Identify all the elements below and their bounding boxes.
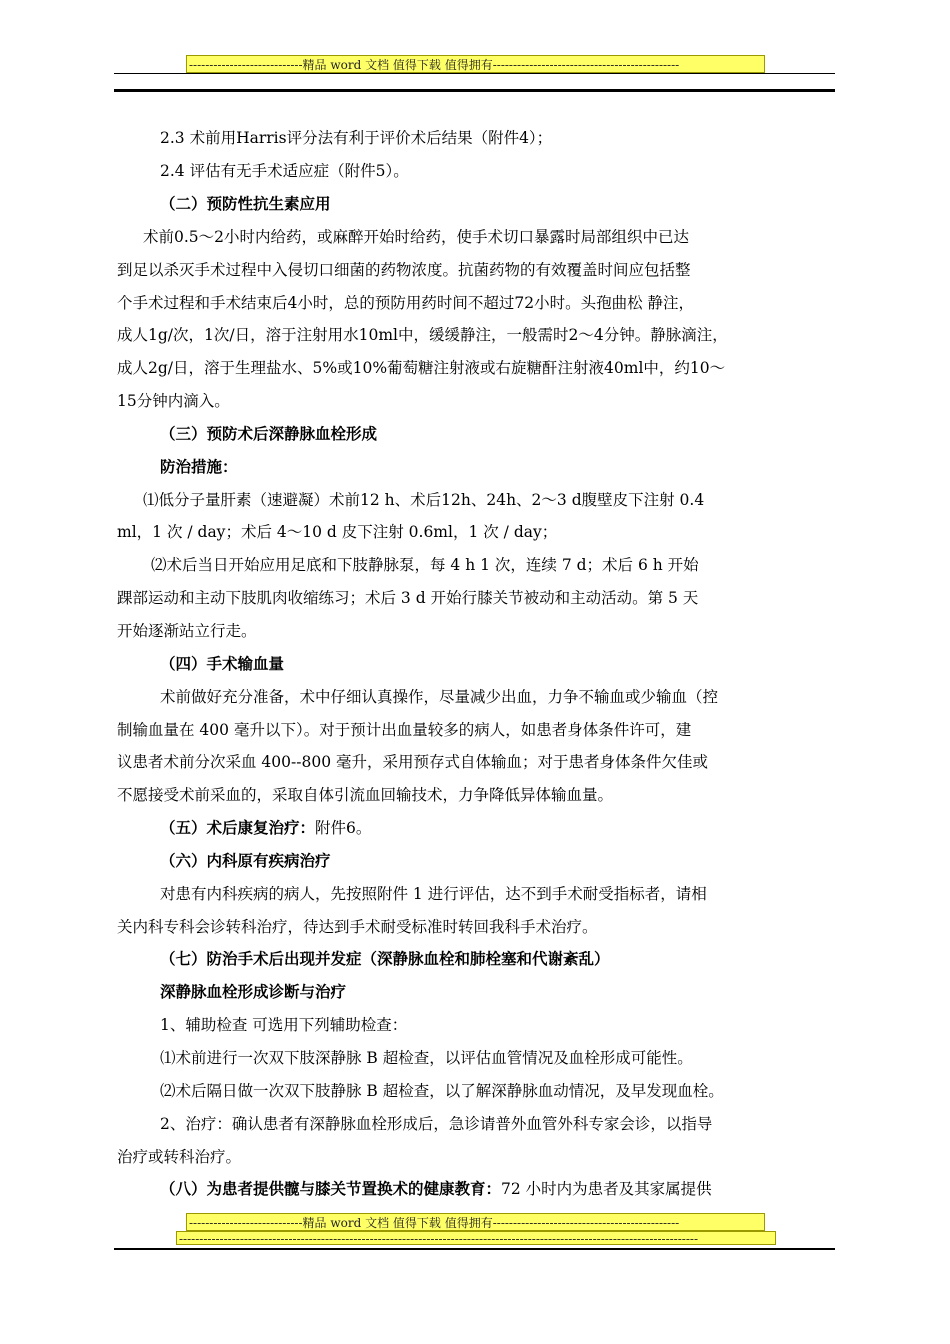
text-line: 附件6。 xyxy=(315,819,372,837)
section-heading: （二）预防性抗生素应用 xyxy=(160,194,331,213)
text-line: 踝部运动和主动下肢肌肉收缩练习；术后 3 d 开始行膝关节被动和主动活动。第 5 天 xyxy=(117,589,699,607)
text-line: 制输血量在 400 毫升以下）。对于预计出血量较多的病人，如患者身体条件许可，建 xyxy=(117,721,692,739)
header-rule-thin xyxy=(114,73,835,74)
section-heading-line xyxy=(160,817,371,839)
text-line: 成人2g/日，溶于生理盐水、5%或10%葡萄糖注射液或右旋糖酐注射液40ml中，约10～ xyxy=(117,359,726,377)
section-heading: （六）内科原有疾病治疗 xyxy=(160,851,331,870)
subheading: 深静脉血栓形成诊断与治疗 xyxy=(160,982,347,1001)
text-line: 到足以杀灭手术过程中入侵切口细菌的药物浓度。抗菌药物的有效覆盖时间应包括整 xyxy=(117,261,691,279)
section-heading: （三）预防术后深静脉血栓形成 xyxy=(160,424,378,443)
text-line: ⑴低分子量肝素（速避凝）术前12 h、术后12h、24h、2～3 d腹壁皮下注射 0.4 xyxy=(143,491,705,509)
text-line: 1、辅助检查 可选用下列辅助检查： xyxy=(160,1016,408,1034)
text-line: 2、治疗：确认患者有深静脉血栓形成后，急诊请普外血管外科专家会诊，以指导 xyxy=(160,1115,713,1133)
header-rule-thick xyxy=(114,89,835,92)
header-banner: ----------------------------精品 word 文档 值得下载 值得拥有---------------------------------------------- xyxy=(186,55,765,73)
text-line: 治疗或转科治疗。 xyxy=(117,1148,242,1166)
text-line: ⑴术前进行一次双下肢深静脉 B 超检查，以评估血管情况及血栓形成可能性。 xyxy=(160,1049,693,1067)
footer-banner: ----------------------------精品 word 文档 值得下载 值得拥有---------------------------------------------- xyxy=(186,1213,765,1231)
section-heading: （四）手术输血量 xyxy=(160,654,285,673)
subheading: 防治措施： xyxy=(160,457,238,476)
section-heading-line xyxy=(160,1178,712,1200)
text-line: ⑵术后当日开始应用足底和下肢静脉泵，每 4 h 1 次，连续 7 d；术后 6 h 开始 xyxy=(151,556,699,574)
text-line: 72 小时内为患者及其家属提供 xyxy=(501,1180,712,1198)
text-line: 2.3 术前用Harris评分法有利于评价术后结果（附件4）； xyxy=(160,129,553,147)
text-line: 关内科专科会诊转科治疗，待达到手术耐受标准时转回我科手术治疗。 xyxy=(117,918,598,936)
text-line: 术前做好充分准备，术中仔细认真操作，尽量减少出血，力争不输血或少输血（控 xyxy=(160,688,719,706)
text-line: ⑵术后隔日做一次双下肢静脉 B 超检查，以了解深静脉血动情况，及早发现血栓。 xyxy=(160,1082,724,1100)
text-line: 议患者术前分次采血 400--800 毫升，采用预存式自体输血；对于患者身体条件欠佳或 xyxy=(117,753,709,771)
footer-rule xyxy=(114,1248,835,1250)
text-line: 对患有内科疾病的病人，先按照附件 1 进行评估，达不到手术耐受指标者，请相 xyxy=(160,885,707,903)
text-line: 开始逐渐站立行走。 xyxy=(117,622,257,640)
section-heading: （五）术后康复治疗： xyxy=(160,818,316,837)
text-line: 15分钟内滴入。 xyxy=(117,392,230,410)
text-line: 成人1g/次，1次/日，溶于注射用水10ml中，缓缓静注，一般需时2～4分钟。静脉滴注， xyxy=(117,326,728,344)
text-line: 2.4 评估有无手术适应症（附件5）。 xyxy=(160,162,409,180)
footer-dashes: -------------------------------------------------------------------------------------------------------------------------------- xyxy=(176,1231,776,1245)
text-line: 术前0.5～2小时内给药，或麻醉开始时给药，使手术切口暴露时局部组织中已达 xyxy=(143,228,690,246)
section-heading: （八）为患者提供髋与膝关节置换术的健康教育： xyxy=(160,1179,502,1198)
text-line: 个手术过程和手术结束后4小时，总的预防用药时间不超过72小时。头孢曲松 静注， xyxy=(117,294,695,312)
text-line: ml，1 次 / day；术后 4～10 d 皮下注射 0.6ml，1 次 / day； xyxy=(117,523,558,541)
text-line: 不愿接受术前采血的，采取自体引流血回输技术，力争降低异体输血量。 xyxy=(117,786,614,804)
section-heading: （七）防治手术后出现并发症（深静脉血栓和肺栓塞和代谢紊乱） xyxy=(160,949,610,968)
